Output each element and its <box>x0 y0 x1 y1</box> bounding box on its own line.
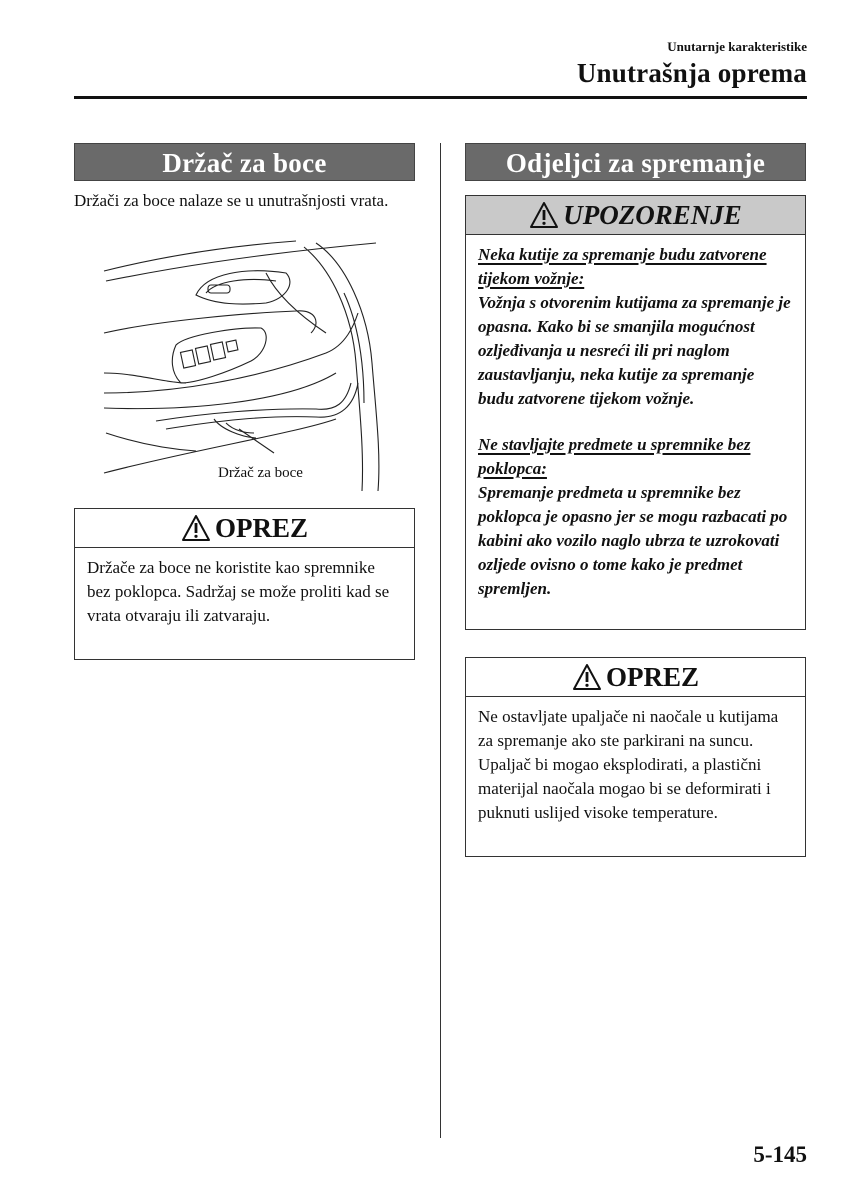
caution-title: OPREZ <box>605 661 699 692</box>
warning-triangle-icon <box>181 514 211 542</box>
section-heading-bottle-holder: Držač za boce <box>74 143 415 181</box>
warning-block-text: Spremanje predmeta u spremnike bez poklopca je opasno jer se mogu razbacati po kabini ako vozilo naglo ubrza te uzrokovati ozljede ovisno o tome kako je predmet spremljen. <box>478 483 788 598</box>
warning-block-text: Vožnja s otvorenim kutijama za spremanje je opasna. Kako bi se smanjila mogućnost ozljeđivanja u nesreći ili pri naglom zaustavljanju, neka kutije za spremanje budu zatvorene tijekom vožnje. <box>478 293 791 408</box>
bottle-holder-intro: Držači za boce nalaze se u unutrašnjosti vrata. <box>74 191 389 210</box>
warning-header <box>466 196 805 235</box>
caution-header <box>466 658 805 697</box>
caution-text: Ne ostavljate upaljače ni naočale u kutijama za spremanje ako ste parkirani na suncu. Upaljač bi mogao eksplodirati, a plastični materijal naočala mogao bi se deformirati i puknuti uslijed visoke temperature. <box>478 707 779 822</box>
chapter-label: Unutarnje karakteristike <box>667 39 807 54</box>
warning-box-storage <box>465 195 806 630</box>
bottle-holder-callout: Držač za boce <box>218 465 303 481</box>
caution-text: Držače za boce ne koristite kao spremnike bez poklopca. Sadržaj se može proliti kad se vrata otvaraju ili zatvaraju. <box>87 558 390 625</box>
door-bottle-holder-illustration <box>96 233 388 491</box>
page-title: Unutrašnja oprema <box>576 58 807 88</box>
warning-title: UPOZORENJE <box>563 199 742 230</box>
warning-triangle-icon <box>572 663 602 691</box>
caution-box-bottle-holder <box>74 508 415 660</box>
column-divider <box>440 143 441 1138</box>
caution-title: OPREZ <box>214 512 308 543</box>
caution-header <box>75 509 414 548</box>
header-divider <box>74 96 807 99</box>
caution-box-storage <box>465 657 806 857</box>
warning-block-open-containers <box>478 433 793 601</box>
section-heading-storage-compartments: Odjeljci za spremanje <box>465 143 806 181</box>
warning-triangle-icon <box>529 201 559 229</box>
page-number: 5-145 <box>753 1142 807 1167</box>
warning-block-title: Neka kutije za spremanje budu zatvorene tijekom vožnje: <box>478 245 767 288</box>
warning-block-title: Ne stavljajte predmete u spremnike bez poklopca: <box>478 435 751 478</box>
warning-block-closed-boxes <box>478 243 793 411</box>
